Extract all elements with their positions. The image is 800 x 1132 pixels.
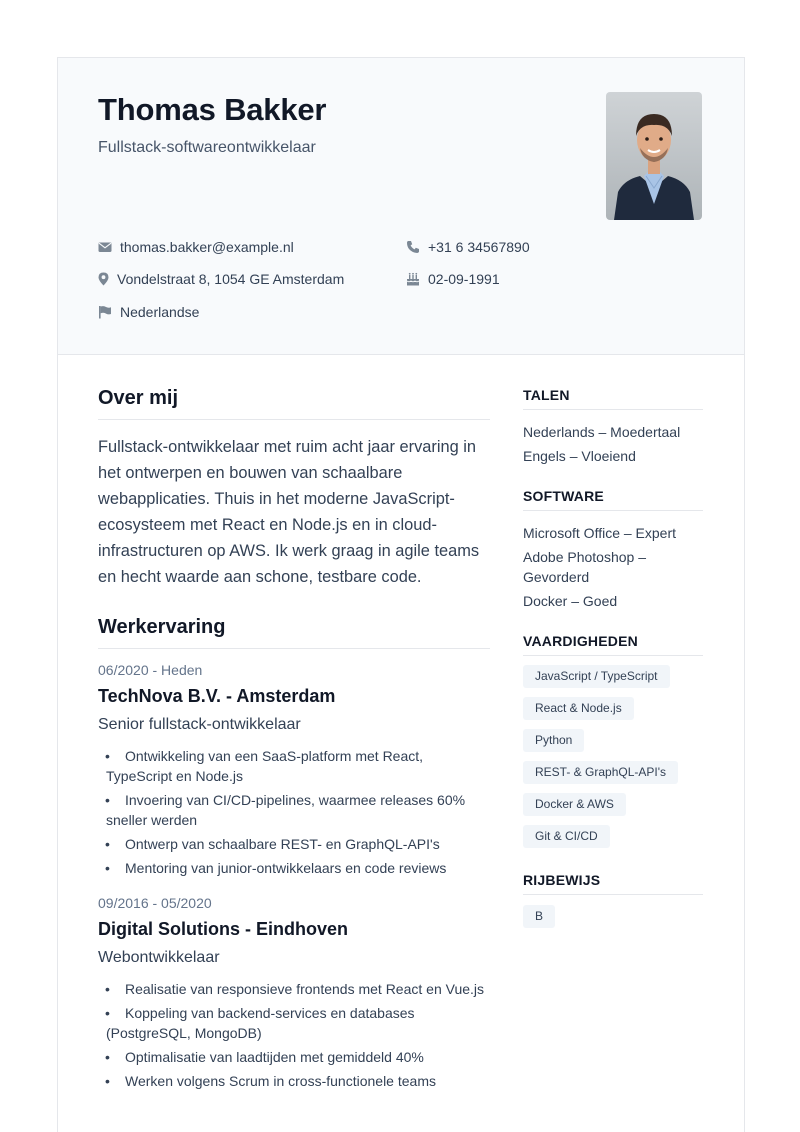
job-entry: [98, 895, 490, 1091]
languages-title: TALEN: [523, 387, 703, 410]
job-bullet: • Invoering van CI/CD-pipelines, waarmee releases 60% sneller werden: [98, 790, 490, 830]
job-company: TechNova B.V. - Amsterdam: [98, 686, 336, 706]
about-title: Over mij: [98, 387, 490, 420]
about-text: Fullstack-ontwikkelaar met ruim acht jaar ervaring in het ontwerpen en bouwen van schaalbare webapplicaties. Thuis in het moderne JavaScript-ecosysteem met React en Node.js en in cloud-infrastructuren op AWS. Ik werk graag in agile teams en hecht waarde aan schone, testbare code.: [98, 438, 480, 586]
main-column: [98, 387, 490, 1095]
language-item: Nederlands – Moedertaal: [523, 424, 681, 440]
contact-email[interactable]: [98, 239, 294, 255]
license-tags: [523, 905, 703, 938]
experience-title: Werkervaring: [98, 616, 490, 649]
cake-icon: [406, 272, 420, 286]
job-bullets: [98, 979, 490, 1091]
job-role: Senior fullstack-ontwikkelaar: [98, 716, 301, 733]
skills-title: VAARDIGHEDEN: [523, 633, 703, 656]
sidebar: [523, 387, 703, 938]
job-bullet: • Koppeling van backend-services en databases (PostgreSQL, MongoDB): [98, 1003, 490, 1043]
skill-tag: Docker & AWS: [523, 793, 626, 816]
job-company: Digital Solutions - Eindhoven: [98, 919, 348, 939]
software-title: SOFTWARE: [523, 488, 703, 511]
resume-header: [58, 58, 744, 355]
skills-tags: [523, 665, 703, 857]
contact-phone-text: +31 6 34567890: [428, 239, 530, 255]
resume-page: [57, 57, 745, 1132]
license-tag: B: [523, 905, 555, 928]
job-date: 09/2016 - 05/2020: [98, 895, 212, 911]
job-date: 06/2020 - Heden: [98, 662, 203, 678]
languages-list: [523, 422, 703, 466]
language-item: Engels – Vloeiend: [523, 448, 636, 464]
job-bullet: • Mentoring van junior-ontwikkelaars en code reviews: [98, 858, 490, 878]
candidate-name: Thomas Bakker: [98, 92, 327, 127]
job-bullet: • Optimalisatie van laadtijden met gemiddeld 40%: [98, 1047, 490, 1067]
job-entry: [98, 662, 490, 878]
job-role: Webontwikkelaar: [98, 949, 220, 966]
contact-address-text: Vondelstraat 8, 1054 GE Amsterdam: [117, 271, 345, 287]
contact-email-text: thomas.bakker@example.nl: [120, 239, 294, 255]
profile-photo: [606, 92, 702, 220]
software-item: Adobe Photoshop – Gevorderd: [523, 549, 646, 585]
contact-address: [98, 271, 344, 287]
software-list: [523, 523, 703, 611]
software-item: Microsoft Office – Expert: [523, 525, 677, 541]
contact-birthdate: [406, 271, 500, 287]
phone-icon: [406, 240, 420, 254]
contact-nationality: [98, 304, 199, 320]
job-bullet: • Realisatie van responsieve frontends met React en Vue.js: [98, 979, 490, 999]
envelope-icon: [98, 240, 112, 254]
contact-nationality-text: Nederlandse: [120, 304, 200, 320]
job-bullet: • Ontwikkeling van een SaaS-platform met React, TypeScript en Node.js: [98, 746, 490, 786]
skill-tag: Python: [523, 729, 584, 752]
license-title: RIJBEWIJS: [523, 872, 703, 895]
skill-tag: Git & CI/CD: [523, 825, 610, 848]
map-pin-icon: [98, 272, 109, 286]
skill-tag: JavaScript / TypeScript: [523, 665, 670, 688]
job-bullet: • Werken volgens Scrum in cross-functionele teams: [98, 1071, 490, 1091]
flag-icon: [98, 305, 112, 319]
candidate-title: Fullstack-softwareontwikkelaar: [98, 139, 316, 156]
job-bullets: [98, 746, 490, 878]
skill-tag: REST- & GraphQL-API's: [523, 761, 678, 784]
contact-phone[interactable]: [406, 239, 530, 255]
software-item: Docker – Goed: [523, 593, 618, 609]
job-bullet: • Ontwerp van schaalbare REST- en GraphQL-API's: [98, 834, 490, 854]
contact-birthdate-text: 02-09-1991: [428, 271, 500, 287]
skill-tag: React & Node.js: [523, 697, 634, 720]
